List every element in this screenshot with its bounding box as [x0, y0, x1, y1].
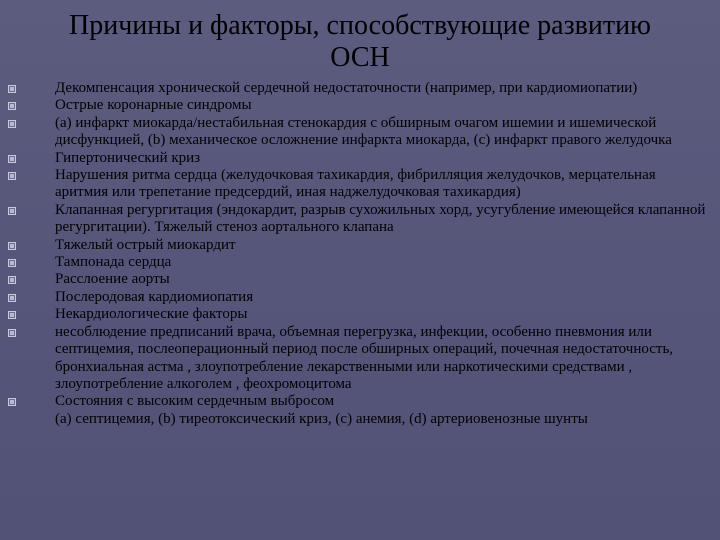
- list-item-text: Тампонада сердца: [55, 254, 172, 271]
- list-item: [8, 393, 708, 410]
- list-item-text: Расслоение аорты: [55, 271, 170, 288]
- slide-title-line-1: Причины и факторы, способствующие развитию: [69, 10, 651, 41]
- list-item: [8, 150, 708, 167]
- list-item-text: несоблюдение предписаний врача, объемная перегрузка, инфекции, особенно пневмония или септицемия, послеоперационный период после обширных операций, почечная недостаточность, бронхиальная астма , злоупотребление лекарственными или наркотическими средствами , злоупотребление алкоголем , феохромоцитома: [55, 323, 674, 392]
- list-item: [8, 254, 708, 271]
- list-item: [8, 202, 708, 237]
- square-bullet-icon: [8, 102, 16, 110]
- list-item: [8, 324, 708, 394]
- list-item: [8, 271, 708, 288]
- list-item-text: Клапанная регургитация (эндокардит, разрыв сухожильных хорд, усугубление имеющейся клапанной регургитации). Тяжелый стеноз аортального клапана: [55, 201, 706, 236]
- square-bullet-icon: [8, 242, 16, 250]
- square-bullet-icon: [8, 311, 16, 319]
- list-item: [8, 167, 708, 202]
- list-item: [8, 80, 708, 97]
- list-item-text: Острые коронарные синдромы: [55, 97, 252, 114]
- list-item: [8, 97, 708, 114]
- list-item: [8, 289, 708, 306]
- list-item-text: Декомпенсация хронической сердечной недостаточности (например, при кардиомиопатии): [55, 80, 638, 96]
- square-bullet-icon: [8, 294, 16, 302]
- square-bullet-icon: [8, 398, 16, 406]
- bullet-list: [8, 80, 708, 428]
- square-bullet-icon: [8, 259, 16, 267]
- list-item-text: Гипертонический криз: [55, 149, 201, 166]
- list-item-text: Состояния с высоким сердечным выбросом: [55, 393, 335, 410]
- square-bullet-icon: [8, 207, 16, 215]
- list-item: [8, 237, 708, 254]
- list-item-text: Тяжелый острый миокардит: [55, 236, 236, 253]
- square-bullet-icon: [8, 172, 16, 180]
- square-bullet-icon: [8, 120, 16, 128]
- list-item-text: Послеродовая кардиомиопатия: [55, 288, 254, 305]
- list-item: [8, 306, 708, 323]
- square-bullet-icon: [8, 276, 16, 284]
- list-item-text: Некардиологические факторы: [55, 306, 248, 323]
- square-bullet-icon: [8, 85, 16, 93]
- list-item-text: (a) септицемия, (b) тиреотоксический криз, (c) анемия, (d) артериовенозные шунты: [55, 410, 588, 427]
- list-item: [8, 115, 708, 150]
- list-item-text: Нарушения ритма сердца (желудочковая тахикардия, фибрилляция желудочков, мерцательная аритмия или трепетание предсердий, иная наджелудочковая тахикардия): [55, 167, 656, 201]
- list-item-text: (a) инфаркт миокарда/нестабильная стенокардия с обширным очагом ишемии и ишемической дисфункцией, (b) механическое осложнение инфаркта миокарда, (c) инфаркт правого желудочка: [55, 114, 672, 149]
- list-item: [8, 411, 708, 428]
- square-bullet-icon: [8, 155, 16, 163]
- slide-title: [0, 10, 720, 74]
- square-bullet-icon: [8, 329, 16, 337]
- slide-title-line-2: ОСН: [330, 42, 390, 73]
